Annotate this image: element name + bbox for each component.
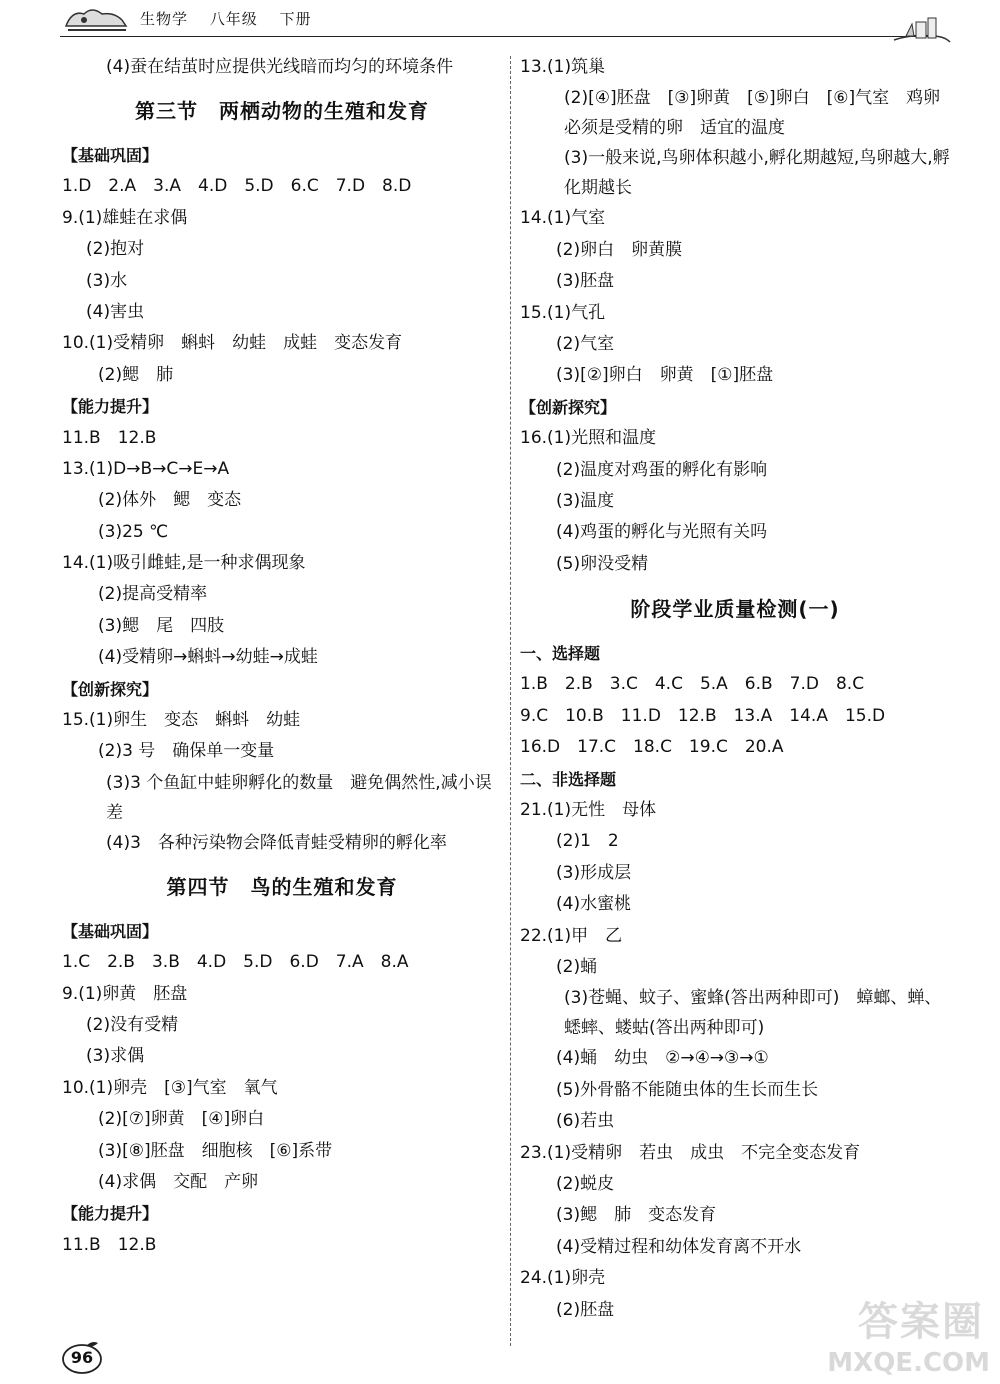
subsection-heading: 【创新探究】 [62,679,159,699]
header-grade: 八年级 [209,10,258,28]
left-column [62,52,502,1261]
subsection-heading: 【创新探究】 [520,397,617,417]
answer-line: 10.(1)卵壳 [③]气室 氧气 [62,1077,278,1098]
answer-line: (3)水 [86,270,128,291]
answer-line: (4)蛹 幼虫 ②→④→③→① [556,1048,769,1069]
answer-line: 22.(1)甲 乙 [520,925,623,946]
page-header [0,0,1000,48]
header-rule [60,36,940,37]
answer-line: (4)害虫 [86,301,145,322]
answer-line: (2)胚盘 [556,1299,615,1320]
watermark [804,1290,994,1380]
answer-line: (5)卵没受精 [556,553,649,574]
answer-line: (2)蛹 [556,956,598,977]
section-title: 第四节 鸟的生殖和发育 [166,874,398,899]
answer-line: (2)[⑦]卵黄 [④]卵白 [98,1109,265,1130]
section-title: 阶段学业质量检测(一) [630,597,840,622]
answer-line: (2)3 号 确保单一变量 [98,741,275,762]
answer-line: (2)体外 鳃 变态 [98,490,242,511]
header-volume: 下册 [279,10,312,28]
subsection-heading: 【能力提升】 [62,1204,159,1224]
answer-line: 14.(1)吸引雌蛙,是一种求偶现象 [62,553,306,574]
answer-line: 1.C 2.B 3.B 4.D 5.D 6.D 7.A 8.A [62,952,409,973]
answer-line: 16.D 17.C 18.C 19.C 20.A [520,737,784,758]
answer-line: (4)受精卵→蝌蚪→幼蛙→成蛙 [98,647,318,668]
page-number: 96 [70,1348,94,1367]
answer-line: (3)[⑧]胚盘 细胞核 [⑥]系带 [98,1140,333,1161]
answer-line: 11.B 12.B [62,427,157,448]
page-number-badge [60,1340,104,1374]
answer-line: (3)胚盘 [556,271,615,292]
answer-line: (3)温度 [556,490,615,511]
answer-line: 23.(1)受精卵 若虫 成虫 不完全变态发育 [520,1142,861,1163]
answer-line: (3)鳃 尾 四肢 [98,615,225,636]
subsection-heading: 【基础巩固】 [62,146,159,165]
answer-line: (3)形成层 [556,862,632,883]
answer-line: (2)气室 [556,333,615,354]
answer-line: (3)求偶 [86,1046,145,1067]
right-column [520,52,950,1326]
answer-line: (4)水蜜桃 [556,894,632,915]
answer-line: 9.C 10.B 11.D 12.B 13.A 14.A 15.D [520,705,886,726]
answer-line: (4)受精过程和幼体发育离不开水 [556,1236,802,1257]
answer-line: 11.B 12.B [62,1234,157,1255]
answer-line: 1.D 2.A 3.A 4.D 5.D 6.C 7.D 8.D [62,176,412,197]
answer-line: 1.B 2.B 3.C 4.C 5.A 6.B 7.D 8.C [520,674,865,695]
section-title: 第三节 两栖动物的生殖和发育 [135,99,429,123]
answer-line: (3)苍蝇、蚊子、蜜蜂(答出两种即可) 蟑螂、蝉、蟋蟀、蝼蛄(答出两种即可) [564,988,942,1039]
watermark-bottom: MXQE.COM [827,1348,990,1378]
answer-line: (3)一般来说,鸟卵体积越小,孵化期越短,鸟卵越大,孵化期越长 [564,148,950,199]
answer-line: (4)求偶 交配 产卵 [98,1171,259,1192]
answer-line: 15.(1)卵生 变态 蝌蚪 幼蛙 [62,710,301,731]
answer-line: 21.(1)无性 母体 [520,800,657,821]
answer-line: (6)若虫 [556,1111,615,1132]
watermark-top: 答案圈 [858,1299,984,1345]
answer-line: 14.(1)气室 [520,208,606,229]
header-title [140,8,328,29]
subsection-heading: 一、选择题 [520,644,601,664]
answer-line: (4)3 各种污染物会降低青蛙受精卵的孵化率 [106,832,447,853]
answer-line: (2)没有受精 [86,1014,179,1035]
answer-line: (2)蜕皮 [556,1173,615,1194]
subsection-heading: 【基础巩固】 [62,921,159,941]
answer-line: (2)抱对 [86,239,145,260]
answer-line: (4)蚕在结茧时应提供光线暗而均匀的环境条件 [106,57,454,77]
answer-line: 13.(1)D→B→C→E→A [62,458,230,479]
subsection-heading: 二、非选择题 [520,769,617,789]
answer-line: 15.(1)气孔 [520,302,606,323]
answer-line: (3)3 个鱼缸中蛙卵孵化的数量 避免偶然性,减小误差 [106,772,492,823]
answer-line: (2)提高受精率 [98,584,208,605]
answer-line: (2)卵白 卵黄膜 [556,239,683,260]
answer-line: 9.(1)卵黄 胚盘 [62,983,188,1004]
answer-line: (2)1 2 [556,831,619,852]
answer-line: (2)温度对鸡蛋的孵化有影响 [556,459,768,480]
answer-line: (3)鳃 肺 变态发育 [556,1205,717,1226]
answer-line: (3)25 ℃ [98,521,169,542]
header-logo-left [62,4,132,34]
answer-line: (3)[②]卵白 卵黄 [①]胚盘 [556,365,774,386]
answer-line: (2)[④]胚盘 [③]卵黄 [⑤]卵白 [⑥]气室 鸡卵必须是受精的卵 适宜的温度 [564,88,941,139]
answer-line: 24.(1)卵壳 [520,1268,606,1289]
header-subject: 生物学 [140,10,189,28]
answer-line: (2)鳃 肺 [98,364,174,385]
answer-line: 9.(1)雄蛙在求偶 [62,207,188,228]
answer-line: (4)鸡蛋的孵化与光照有关吗 [556,522,768,543]
column-divider [510,56,511,1346]
subsection-heading: 【能力提升】 [62,397,159,417]
header-logo-right [892,14,952,48]
answer-line: (5)外骨骼不能随虫体的生长而生长 [556,1079,819,1100]
answer-line: 16.(1)光照和温度 [520,428,657,449]
answer-line: 10.(1)受精卵 蝌蚪 幼蛙 成蛙 变态发育 [62,333,403,354]
answer-line: 13.(1)筑巢 [520,57,606,77]
